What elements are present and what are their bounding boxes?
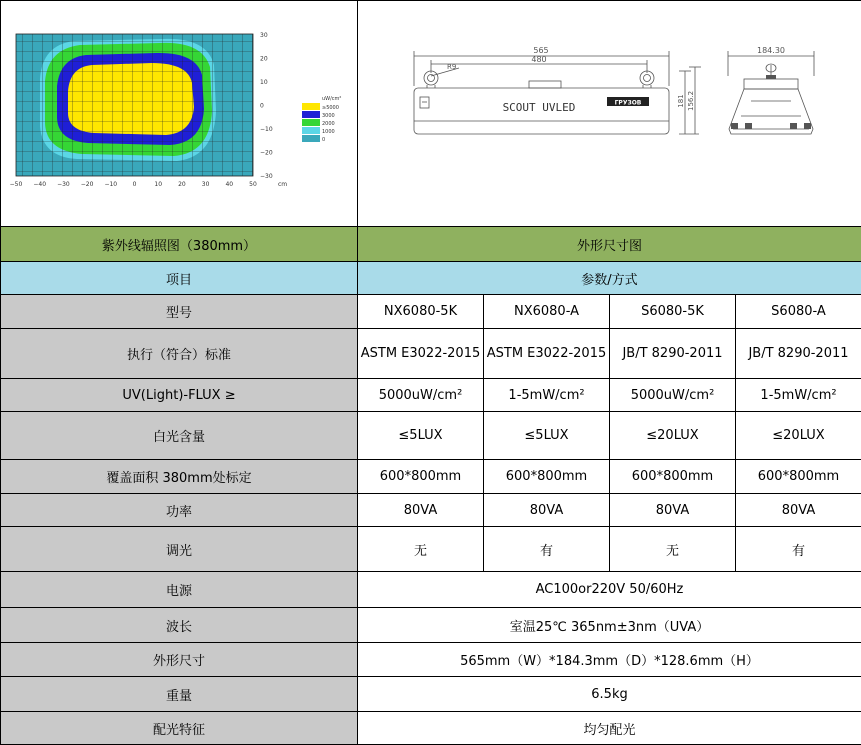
row-label: UV(Light)-FLUX ≥ bbox=[1, 379, 358, 412]
x-tick-label: 0 bbox=[132, 181, 136, 188]
wavelength-value: 室温25℃ 365nm±3nm（UVA） bbox=[358, 608, 861, 643]
y-axis-ticks bbox=[260, 32, 273, 180]
x-tick-label: 20 bbox=[178, 181, 186, 188]
radiation-chart-cell bbox=[1, 1, 358, 227]
legend-swatch bbox=[302, 111, 320, 118]
x-tick-label: 40 bbox=[225, 181, 233, 188]
row-uv-flux bbox=[1, 379, 861, 412]
dimming-value: 有 bbox=[736, 527, 861, 572]
model-value: S6080-5K bbox=[610, 295, 736, 329]
row-label: 重量 bbox=[1, 677, 358, 712]
dimming-value: 无 bbox=[610, 527, 736, 572]
size-value: 565mm（W）*184.3mm（D）*128.6mm（H） bbox=[358, 643, 861, 677]
row-label: 白光含量 bbox=[1, 412, 358, 460]
row-light-distribution bbox=[1, 712, 861, 745]
row-label: 外形尺寸 bbox=[1, 643, 358, 677]
model-value: S6080-A bbox=[736, 295, 861, 329]
header-params: 参数/方式 bbox=[358, 262, 861, 295]
y-tick-label: −10 bbox=[260, 126, 273, 133]
dimension-drawing-cell bbox=[358, 1, 861, 227]
legend-swatch bbox=[302, 119, 320, 126]
model-value: NX6080-5K bbox=[358, 295, 484, 329]
product-text: SCOUT UVLED bbox=[502, 101, 575, 114]
uv-flux-value: 1-5mW/cm² bbox=[484, 379, 610, 412]
row-label: 型号 bbox=[1, 295, 358, 329]
coverage-value: 600*800mm bbox=[610, 460, 736, 494]
supply-value: AC100or220V 50/60Hz bbox=[358, 572, 861, 608]
dim-565: 565 bbox=[533, 46, 548, 55]
header-item: 项目 bbox=[1, 262, 358, 295]
light-distribution-value: 均匀配光 bbox=[358, 712, 861, 745]
row-supply bbox=[1, 572, 861, 608]
white-light-value: ≤5LUX bbox=[358, 412, 484, 460]
y-tick-label: 30 bbox=[260, 32, 268, 39]
uv-flux-value: 5000uW/cm² bbox=[358, 379, 484, 412]
dimming-value: 有 bbox=[484, 527, 610, 572]
row-coverage bbox=[1, 460, 861, 494]
row-model bbox=[1, 295, 861, 329]
legend-swatch bbox=[302, 127, 320, 134]
x-axis-ticks bbox=[9, 181, 256, 188]
x-tick-label: −20 bbox=[80, 181, 93, 188]
white-light-value: ≤20LUX bbox=[610, 412, 736, 460]
white-light-value: ≤20LUX bbox=[736, 412, 861, 460]
row-label: 电源 bbox=[1, 572, 358, 608]
legend-label: 3000 bbox=[322, 113, 335, 119]
radiation-chart bbox=[2, 1, 357, 222]
x-tick-label: 10 bbox=[154, 181, 162, 188]
row-size bbox=[1, 643, 861, 677]
standard-value: JB/T 8290-2011 bbox=[610, 329, 736, 379]
power-value: 80VA bbox=[736, 494, 861, 527]
coverage-value: 600*800mm bbox=[736, 460, 861, 494]
row-label: 调光 bbox=[1, 527, 358, 572]
side-body-top bbox=[744, 79, 798, 89]
standard-value: JB/T 8290-2011 bbox=[736, 329, 861, 379]
uv-flux-value: 5000uW/cm² bbox=[610, 379, 736, 412]
dim-181: 181 bbox=[677, 94, 685, 107]
row-label: 波长 bbox=[1, 608, 358, 643]
x-tick-label: 50 bbox=[249, 181, 257, 188]
row-dimming bbox=[1, 527, 861, 572]
x-axis-unit: cm bbox=[278, 181, 287, 188]
chart-grid bbox=[16, 34, 253, 176]
dimension-drawing bbox=[359, 1, 861, 222]
power-value: 80VA bbox=[610, 494, 736, 527]
coverage-value: 600*800mm bbox=[358, 460, 484, 494]
weight-value: 6.5kg bbox=[358, 677, 861, 712]
power-value: 80VA bbox=[358, 494, 484, 527]
x-tick-label: −40 bbox=[33, 181, 46, 188]
power-value: 80VA bbox=[484, 494, 610, 527]
row-standard bbox=[1, 329, 861, 379]
legend-title: uW/cm² bbox=[322, 96, 341, 102]
dimming-value: 无 bbox=[358, 527, 484, 572]
dim-480: 480 bbox=[531, 55, 546, 64]
legend-label: ≥5000 bbox=[322, 105, 339, 111]
legend-label: 2000 bbox=[322, 121, 335, 127]
row-label: 执行（符合）标准 bbox=[1, 329, 358, 379]
y-tick-label: 10 bbox=[260, 79, 268, 86]
row-label: 功率 bbox=[1, 494, 358, 527]
uv-flux-value: 1-5mW/cm² bbox=[736, 379, 861, 412]
y-tick-label: −30 bbox=[260, 173, 273, 180]
legend-swatch bbox=[302, 103, 320, 110]
brand-text: ГРУЗОВ bbox=[614, 100, 641, 107]
x-tick-label: −10 bbox=[104, 181, 117, 188]
dim-184: 184.30 bbox=[757, 46, 785, 55]
chart-legend bbox=[302, 103, 339, 143]
y-tick-label: 20 bbox=[260, 56, 268, 63]
dim-r9: R9 bbox=[447, 63, 456, 71]
coverage-value: 600*800mm bbox=[484, 460, 610, 494]
x-tick-label: 30 bbox=[201, 181, 209, 188]
row-wavelength bbox=[1, 608, 861, 643]
side-body bbox=[729, 89, 813, 134]
x-tick-label: −50 bbox=[9, 181, 22, 188]
legend-swatch bbox=[302, 135, 320, 142]
header-radiation: 紫外线辐照图（380mm） bbox=[1, 227, 358, 262]
header-dimension: 外形尺寸图 bbox=[358, 227, 861, 262]
legend-label: 1000 bbox=[322, 129, 335, 135]
standard-value: ASTM E3022-2015 bbox=[358, 329, 484, 379]
white-light-value: ≤5LUX bbox=[484, 412, 610, 460]
row-label: 覆盖面积 380mm处标定 bbox=[1, 460, 358, 494]
standard-value: ASTM E3022-2015 bbox=[484, 329, 610, 379]
row-label: 配光特征 bbox=[1, 712, 358, 745]
row-white-light bbox=[1, 412, 861, 460]
legend-label: 0 bbox=[322, 137, 325, 143]
y-tick-label: 0 bbox=[260, 103, 264, 110]
row-weight bbox=[1, 677, 861, 712]
y-tick-label: −20 bbox=[260, 150, 273, 157]
row-power bbox=[1, 494, 861, 527]
model-value: NX6080-A bbox=[484, 295, 610, 329]
dim-156: 156.2 bbox=[687, 91, 695, 111]
x-tick-label: −30 bbox=[57, 181, 70, 188]
